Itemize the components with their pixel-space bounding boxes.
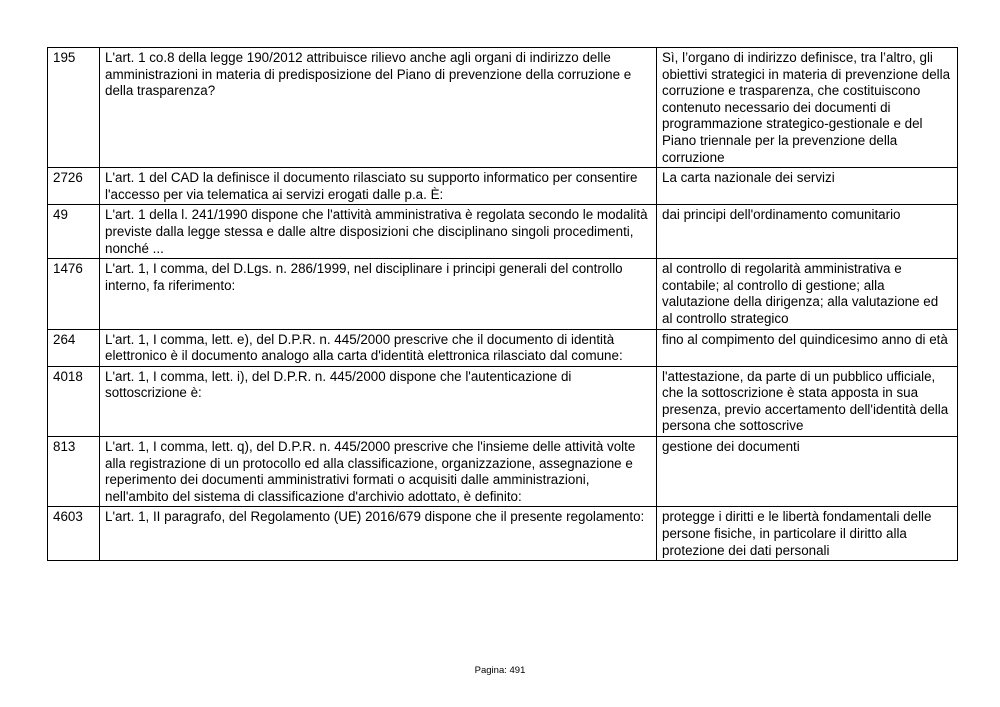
question-text: L'art. 1 della l. 241/1990 dispone che l'attività amministrativa è regolata secondo le modalità previste dalla legge stessa e dalle altre disposizioni che disciplinano singoli procedimenti, nonché ...	[100, 205, 657, 259]
question-table	[47, 47, 958, 561]
question-id: 49	[48, 205, 100, 259]
answer-text: al controllo di regolarità amministrativa e contabile; al controllo di gestione; alla valutazione della dirigenza; alla valutazione ed al controllo strategico	[657, 259, 958, 329]
question-text: L'art. 1, II paragrafo, del Regolamento (UE) 2016/679 dispone che il presente regolamento:	[100, 507, 657, 561]
answer-text: l'attestazione, da parte di un pubblico ufficiale, che la sottoscrizione è stata apposta in sua presenza, previo accertamento dell'identità della persona che sottoscrive	[657, 366, 958, 436]
question-id: 2726	[48, 168, 100, 205]
table-row	[48, 329, 958, 366]
table-row	[48, 168, 958, 205]
question-text: L'art. 1, I comma, lett. q), del D.P.R. n. 445/2000 prescrive che l'insieme delle attività volte alla registrazione di un protocollo ed alla classificazione, organizzazione, assegnazione e reperimento dei documenti amministrativi formati o acquisiti dalle amministrazioni, nell'ambito del sistema di classificazione d'archivio adottato, è definito:	[100, 437, 657, 507]
question-id: 264	[48, 329, 100, 366]
question-id: 195	[48, 48, 100, 168]
page-number: Pagina: 491	[474, 665, 526, 676]
question-id: 4603	[48, 507, 100, 561]
question-text: L'art. 1 co.8 della legge 190/2012 attribuisce rilievo anche agli organi di indirizzo delle amministrazioni in materia di predisposizione del Piano di prevenzione della corruzione e della trasparenza?	[100, 48, 657, 168]
answer-text: dai principi dell'ordinamento comunitario	[657, 205, 958, 259]
answer-text: Sì, l’organo di indirizzo definisce, tra l’altro, gli obiettivi strategici in materia di prevenzione della corruzione e trasparenza, che costituiscono contenuto necessario dei documenti di programmazione strategico-gestionale e del Piano triennale per la prevenzione della corruzione	[657, 48, 958, 168]
table-row	[48, 48, 958, 168]
table-row	[48, 366, 958, 436]
answer-text: protegge i diritti e le libertà fondamentali delle persone fisiche, in particolare il diritto alla protezione dei dati personali	[657, 507, 958, 561]
table-row	[48, 507, 958, 561]
question-id: 813	[48, 437, 100, 507]
document-page	[47, 47, 957, 561]
question-text: L'art. 1, I comma, lett. i), del D.P.R. n. 445/2000 dispone che l'autenticazione di sottoscrizione è:	[100, 366, 657, 436]
question-text: L'art. 1, I comma, del D.Lgs. n. 286/1999, nel disciplinare i principi generali del controllo interno, fa riferimento:	[100, 259, 657, 329]
table-row	[48, 259, 958, 329]
question-text: L'art. 1, I comma, lett. e), del D.P.R. n. 445/2000 prescrive che il documento di identità elettronico è il documento analogo alla carta d'identità elettronica rilasciato dal comune:	[100, 329, 657, 366]
question-id: 1476	[48, 259, 100, 329]
question-id: 4018	[48, 366, 100, 436]
question-text: L'art. 1 del CAD la definisce il documento rilasciato su supporto informatico per consentire l'accesso per via telematica ai servizi erogati dalle p.a. È:	[100, 168, 657, 205]
answer-text: La carta nazionale dei servizi	[657, 168, 958, 205]
answer-text: fino al compimento del quindicesimo anno di età	[657, 329, 958, 366]
answer-text: gestione dei documenti	[657, 437, 958, 507]
table-row	[48, 205, 958, 259]
table-row	[48, 437, 958, 507]
